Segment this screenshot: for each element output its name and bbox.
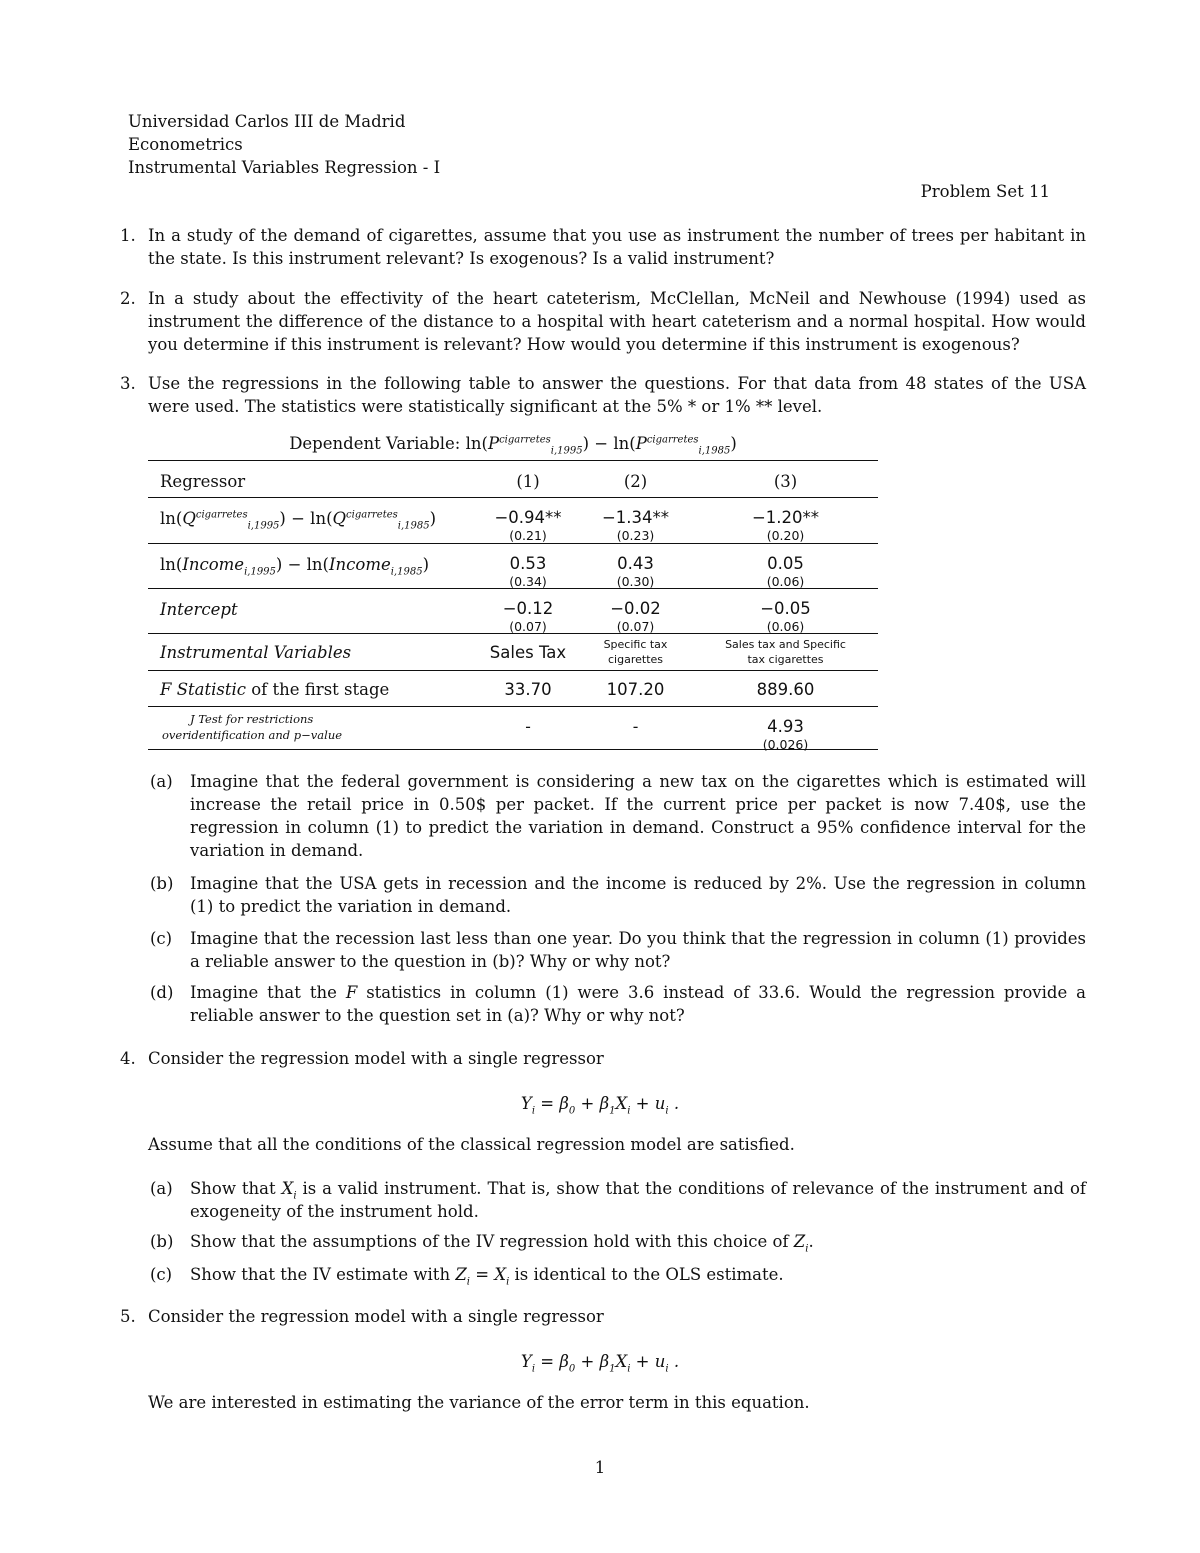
instruments-label: Instrumental Variables xyxy=(160,643,352,662)
std-error: (0.30) xyxy=(616,574,655,589)
subquestion-text: Show that the IV estimate with $Z_i = X_i$ is identical to the OLS estimate. xyxy=(190,1265,784,1288)
fstat-col-1: 33.70 xyxy=(504,680,552,699)
question-3a: (a) Imagine that the federal government is considering a new tax on the cigarettes which is estimated will increase the retail price in 0.50$ per packet. If the current price per packet is now 7.40$, use the regression in column (1) to predict the variation in demand. Construct a 95% confidence interval for the variation in demand. xyxy=(150,772,1086,860)
question-number: 1. xyxy=(120,226,136,245)
std-error: (0.07) xyxy=(509,619,547,634)
table-row xyxy=(148,588,878,633)
equation-q5: $Y_i = \beta_0 + \beta_1X_i + u_i$ . xyxy=(520,1352,680,1375)
table-row-instruments xyxy=(148,633,878,670)
question-4b: (b) Show that the assumptions of the IV regression hold with this choice of $Z_i$. xyxy=(150,1230,1086,1253)
question-text: Use the regressions in the following table to answer the questions. For that data from 48 states of the USA were used. The statistics were statistically significant at the 5% * or 1% ** level. xyxy=(148,374,1086,416)
jtest-col-1: - xyxy=(525,717,531,736)
regressor-intercept-label: Intercept xyxy=(160,600,238,619)
subquestion-text: Imagine that the recession last less than one year. Do you think that the regression in column (1) provides a reliable answer to the question in (b)? Why or why not? xyxy=(190,929,1086,971)
page-number: 1 xyxy=(594,1458,606,1477)
std-error: (0.21) xyxy=(509,528,547,543)
coef: 0.53 xyxy=(509,554,547,573)
jtest-label-line1: J Test for restrictions xyxy=(190,712,314,726)
header-col-1: (1) xyxy=(516,472,540,491)
fstat-col-3: 889.60 xyxy=(756,680,815,699)
problem-set-label: Problem Set 11 xyxy=(920,182,1050,201)
question-number: 5. xyxy=(120,1307,136,1326)
question-3d: (d) Imagine that the F statistics in column (1) were 3.6 instead of 33.6. Would the regression provide a reliable answer to the question set in (a)? Why or why not? xyxy=(150,983,1087,1025)
std-error: (0.06) xyxy=(766,574,805,589)
coef: −1.34** xyxy=(601,508,670,527)
table-header-row xyxy=(148,460,878,497)
instrument-col-1: Sales Tax xyxy=(489,643,567,662)
question-number: 3. xyxy=(120,374,136,393)
jtest-col-2: - xyxy=(632,717,639,736)
subquestion-text: Imagine that the F statistics in column (1) were 3.6 instead of 33.6. Would the regression provide a reliable answer to the question set in (a)? Why or why not? xyxy=(190,983,1087,1025)
subquestion-text: Imagine that the USA gets in recession and the income is reduced by 2%. Use the regression in column (1) to predict the variation in demand. xyxy=(190,874,1086,916)
table-row-fstat xyxy=(148,670,878,706)
instrument-col-3-line1: Sales tax and Specific xyxy=(725,638,846,651)
q5-followup-text: We are interested in estimating the variance of the error term in this equation. xyxy=(148,1393,810,1412)
header-regressor: Regressor xyxy=(160,472,246,491)
regressor-quantity-label: $\ln(Q^{cigarretes}_{i,1995}) - \ln(Q^{cigarretes}_{i,1985})$ xyxy=(160,509,437,532)
std-error: (0.20) xyxy=(766,528,805,543)
question-4 xyxy=(120,1047,1086,1070)
coef: 0.43 xyxy=(617,554,654,573)
assumption-text: Assume that all the conditions of the classical regression model are satisfied. xyxy=(148,1135,795,1154)
question-2 xyxy=(120,287,1086,356)
std-error: (0.07) xyxy=(616,619,655,634)
course-name: Econometrics xyxy=(128,135,243,154)
header-col-2: (2) xyxy=(623,472,648,491)
instrument-col-3-line2: tax cigarettes xyxy=(747,653,824,666)
jtest-value: 4.93 xyxy=(767,717,804,736)
regressor-income-label: ln(Income$_{i,1995}$) − ln(Income$_{i,1985}$) xyxy=(160,555,429,578)
topic-title: Instrumental Variables Regression - I xyxy=(128,158,441,177)
question-text: In a study about the effectivity of the heart cateterism, McClellan, McNeil and Newhouse (1994) used as instrument the difference of the distance to a hospital with heart cateterism and a normal hospital. How would you determine if this instrument is relevant? How would you determine if this instrument is exogenous? xyxy=(148,289,1086,354)
question-number: 4. xyxy=(120,1049,136,1068)
question-3c: (c) Imagine that the recession last less than one year. Do you think that the regression in column (1) provides a reliable answer to the question in (b)? Why or why not? xyxy=(150,929,1086,971)
question-number: 2. xyxy=(120,289,136,308)
subquestion-text: Imagine that the federal government is considering a new tax on the cigarettes which is estimated will increase the retail price in 0.50$ per packet. If the current price per packet is now 7.40$, use the regression in column (1) to predict the variation in demand. Construct a 95% confidence interval for the variation in demand. xyxy=(190,772,1086,860)
table-row-jtest xyxy=(148,706,878,750)
table-row xyxy=(148,543,878,588)
header-col-3: (3) xyxy=(773,472,798,491)
jtest-label-line2: overidentification and p−value xyxy=(162,728,343,742)
std-error: (0.23) xyxy=(616,528,655,543)
coef: −0.05 xyxy=(760,599,811,618)
question-text: In a study of the demand of cigarettes, assume that you use as instrument the number of trees per habitant in the state. Is this instrument relevant? Is exogenous? Is a valid instrument? xyxy=(148,226,1086,268)
question-1 xyxy=(120,224,1086,270)
table-caption: Dependent Variable: $\ln(P^{cigarretes}_{i,1995}) - \ln(P^{cigarretes}_{i,1985})$ xyxy=(289,434,737,457)
question-5 xyxy=(120,1305,1086,1328)
coef: −1.20** xyxy=(751,508,820,527)
question-3 xyxy=(120,372,1086,418)
jtest-pvalue: (0.026) xyxy=(762,737,809,752)
fstat-label: F Statistic of the first stage xyxy=(160,680,390,699)
equation-q4: $Y_i = \beta_0 + \beta_1X_i + u_i$ . xyxy=(520,1094,680,1117)
subquestion-text: Show that $X_i$ is a valid instrument. That is, show that the conditions of relevance of the instrument and of exogeneity of the instrument hold. xyxy=(190,1179,1087,1221)
question-text: Consider the regression model with a single regressor xyxy=(148,1049,604,1068)
question-3b: (b) Imagine that the USA gets in recession and the income is reduced by 2%. Use the regression in column (1) to predict the variation in demand. xyxy=(150,874,1086,916)
coef: −0.02 xyxy=(610,599,661,618)
fstat-col-2: 107.20 xyxy=(606,680,665,699)
table-row xyxy=(148,497,878,543)
instrument-col-2-line1: Specific tax xyxy=(603,638,668,651)
question-4c: (c) Show that the IV estimate with $Z_i = X_i$ is identical to the OLS estimate. xyxy=(150,1263,1086,1286)
university-name: Universidad Carlos III de Madrid xyxy=(128,112,406,131)
question-4a: (a) Show that $X_i$ is a valid instrument. That is, show that the conditions of relevance of the instrument and of exogeneity of the instrument hold. xyxy=(150,1179,1087,1221)
regression-table xyxy=(148,460,878,750)
std-error: (0.06) xyxy=(766,619,805,634)
coef: −0.12 xyxy=(502,599,554,618)
coef: −0.94** xyxy=(494,508,562,527)
subquestion-text: Show that the assumptions of the IV regression hold with this choice of $Z_i$. xyxy=(190,1232,814,1255)
std-error: (0.34) xyxy=(509,574,547,589)
coef: 0.05 xyxy=(767,554,804,573)
instrument-col-2-line2: cigarettes xyxy=(608,653,663,666)
question-text: Consider the regression model with a single regressor xyxy=(148,1307,604,1326)
